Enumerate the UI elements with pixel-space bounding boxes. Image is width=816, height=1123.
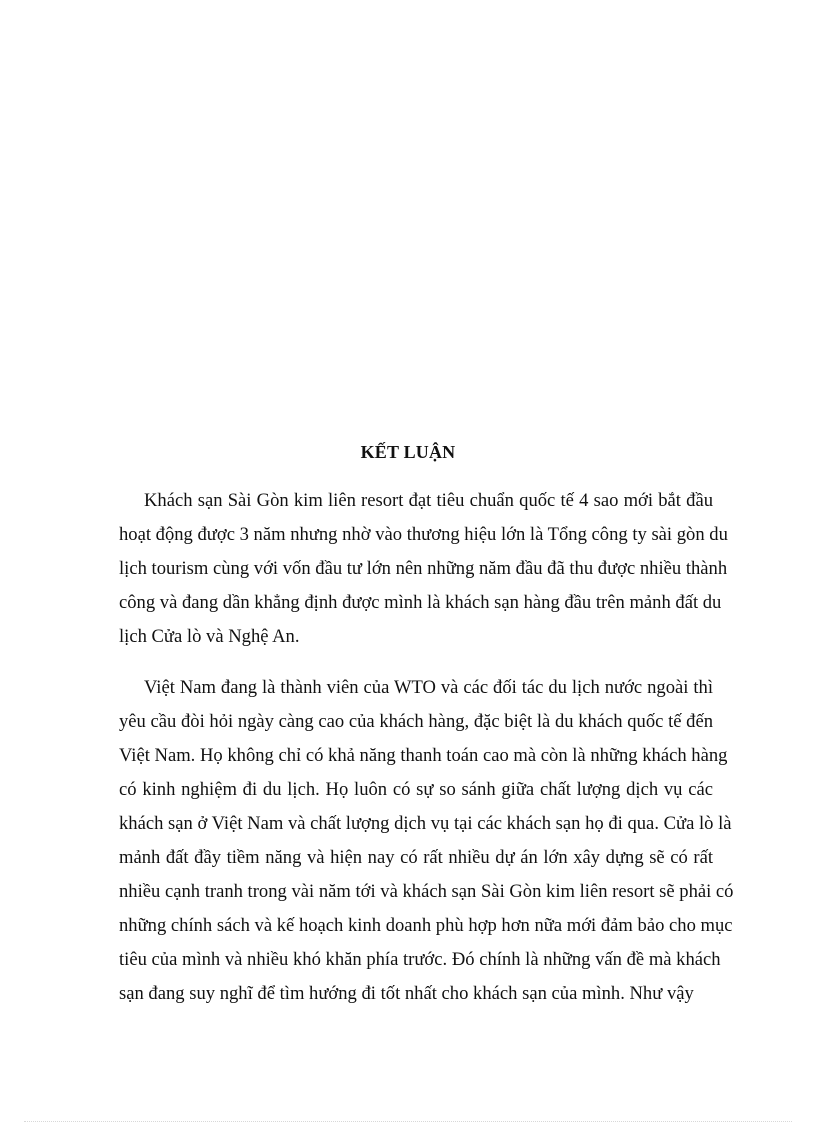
paragraph-line: lịch tourism cùng với vốn đầu tư lớn nên những năm đầu đã thu được nhiều thành: [119, 558, 728, 579]
paragraph-line: tiêu của mình và nhiều khó khăn phía trước. Đó chính là những vấn đề mà khách: [119, 949, 721, 970]
page-bottom-divider: [24, 1121, 792, 1122]
paragraph-line: có kinh nghiệm đi du lịch. Họ luôn có sự so sánh giữa chất lượng dịch vụ các: [119, 779, 713, 800]
paragraph-line: yêu cầu đòi hỏi ngày càng cao của khách hàng, đặc biệt là du khách quốc tế đến: [119, 711, 713, 732]
paragraph-line: Việt Nam đang là thành viên của WTO và các đối tác du lịch nước ngoài thì: [144, 677, 713, 698]
paragraph-line: Việt Nam. Họ không chỉ có khả năng thanh toán cao mà còn là những khách hàng: [119, 745, 728, 766]
page-title: KẾT LUẬN: [360, 442, 456, 462]
paragraph-line: lịch Cửa lò và Nghệ An.: [119, 626, 300, 647]
paragraph-line: công và đang dần khẳng định được mình là khách sạn hàng đầu trên mảnh đất du: [119, 592, 722, 613]
paragraph-line: hoạt động được 3 năm nhưng nhờ vào thương hiệu lớn là Tổng công ty sài gòn du: [119, 524, 728, 545]
paragraph-line: nhiều cạnh tranh trong vài năm tới và khách sạn Sài Gòn kim liên resort sẽ phải có: [119, 881, 734, 902]
paragraph-2: [119, 671, 734, 1011]
paragraph-line: sạn đang suy nghĩ để tìm hướng đi tốt nhất cho khách sạn của mình. Như vậy: [119, 983, 694, 1004]
paragraph-line: những chính sách và kế hoạch kinh doanh phù hợp hơn nữa mới đảm bảo cho mục: [119, 915, 733, 936]
paragraph-line: khách sạn ở Việt Nam và chất lượng dịch vụ tại các khách sạn họ đi qua. Cửa lò là: [119, 813, 732, 834]
paragraph-1: [119, 484, 728, 654]
paragraph-line: mảnh đất đầy tiềm năng và hiện nay có rất nhiều dự án lớn xây dựng sẽ có rất: [119, 847, 713, 868]
paragraph-line: Khách sạn Sài Gòn kim liên resort đạt tiêu chuẩn quốc tế 4 sao mới bắt đầu: [144, 490, 713, 511]
